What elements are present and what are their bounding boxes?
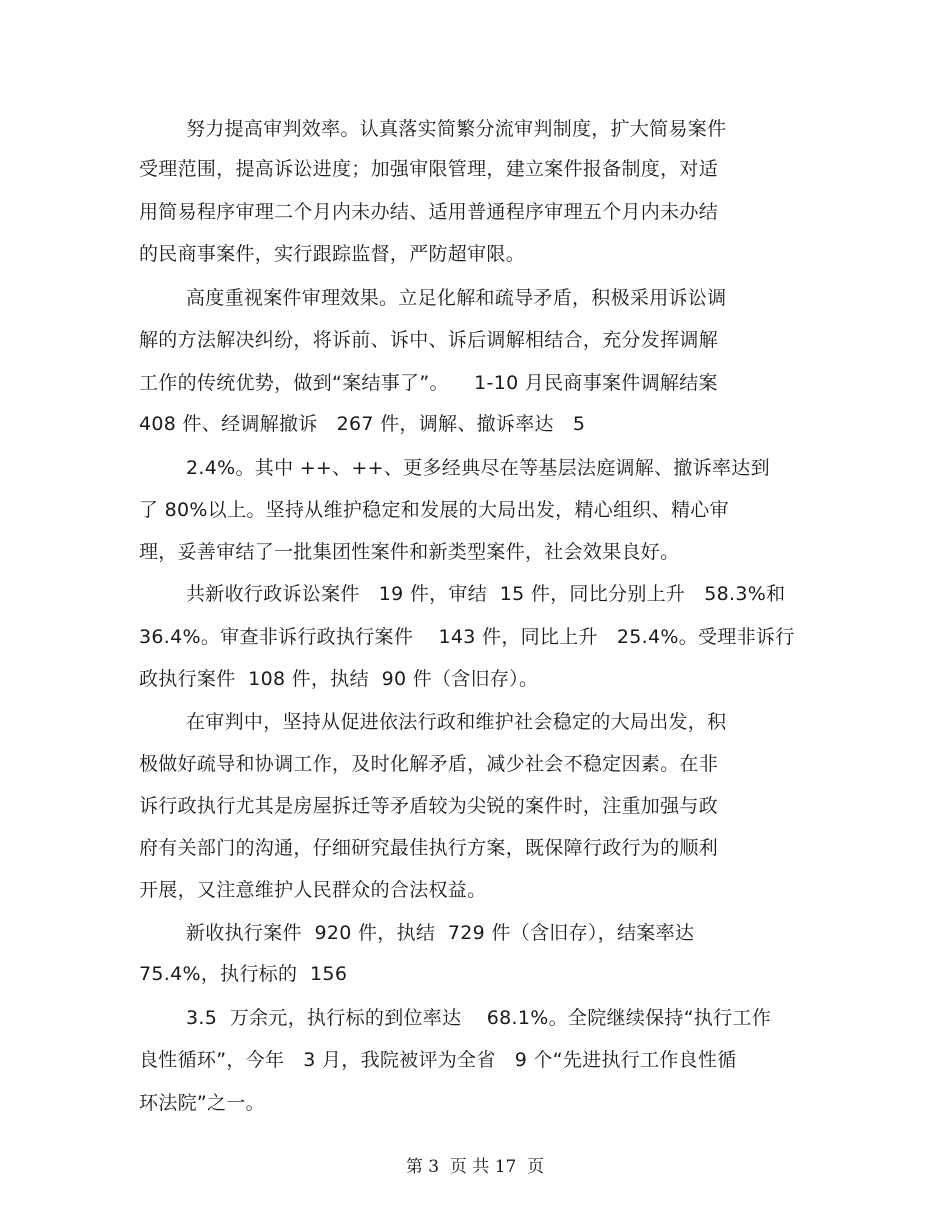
text-line: 努力提高审判效率。认真落实简繁分流审判制度，扩大简易案件 (186, 118, 727, 140)
text-line: 2.4%。其中 ++、++、更多经典尽在等基层法庭调解、撤诉率达到 (186, 457, 770, 479)
text-line: 政执行案件 108 件，执结 90 件（含旧存）。 (139, 668, 539, 690)
text-line: 良性循环”，今年 3 月，我院被评为全省 9 个“先进执行工作良性循 (139, 1049, 737, 1071)
text-line: 极做好疏导和协调工作，及时化解矛盾，减少社会不稳定因素。在非 (139, 753, 719, 775)
text-line: 36.4%。审查非诉行政执行案件 143 件，同比上升 25.4%。受理非诉行 (139, 626, 795, 648)
text-line: 府有关部门的沟通，仔细研究最佳执行方案，既保障行政行为的顺利 (139, 837, 719, 859)
text-line: 75.4%，执行标的 156 (139, 963, 348, 985)
text-line: 开展，又注意维护人民群众的合法权益。 (139, 879, 487, 901)
text-line: 解的方法解决纠纷，将诉前、诉中、诉后调解相结合，充分发挥调解 (139, 329, 719, 351)
text-line: 用简易程序审理二个月内未办结、适用普通程序审理五个月内未办结 (139, 201, 719, 223)
text-line: 工作的传统优势，做到“案结事了”。 1-10 月民商事案件调解结案 (139, 372, 718, 394)
text-line: 理，妥善审结了一批集团性案件和新类型案件，社会效果良好。 (139, 541, 680, 563)
text-line: 受理范围，提高诉讼进度；加强审限管理，建立案件报备制度，对适 (139, 158, 719, 180)
text-line: 环法院”之一。 (139, 1092, 265, 1114)
text-line: 新收执行案件 920 件，执结 729 件（含旧存），结案率达 (186, 922, 695, 944)
text-line: 诉行政执行尤其是房屋拆迁等矛盾较为尖锐的案件时，注重加强与政 (139, 795, 719, 817)
text-line: 了 80%以上。坚持从维护稳定和发展的大局出发，精心组织、精心审 (139, 499, 729, 521)
text-line: 高度重视案件审理效果。立足化解和疏导矛盾，积极采用诉讼调 (186, 287, 727, 309)
text-line: 3.5 万余元，执行标的到位率达 68.1%。全院继续保持“执行工作 (186, 1007, 772, 1029)
text-line: 408 件、经调解撤诉 267 件，调解、撤诉率达 5 (139, 413, 586, 435)
text-line: 共新收行政诉讼案件 19 件，审结 15 件，同比分别上升 58.3%和 (186, 583, 786, 605)
text-line: 的民商事案件，实行跟踪监督，严防超审限。 (139, 243, 526, 265)
text-line: 在审判中，坚持从促进依法行政和维护社会稳定的大局出发，积 (186, 711, 727, 733)
page-number-footer: 第 3 页 共 17 页 (405, 1157, 545, 1177)
